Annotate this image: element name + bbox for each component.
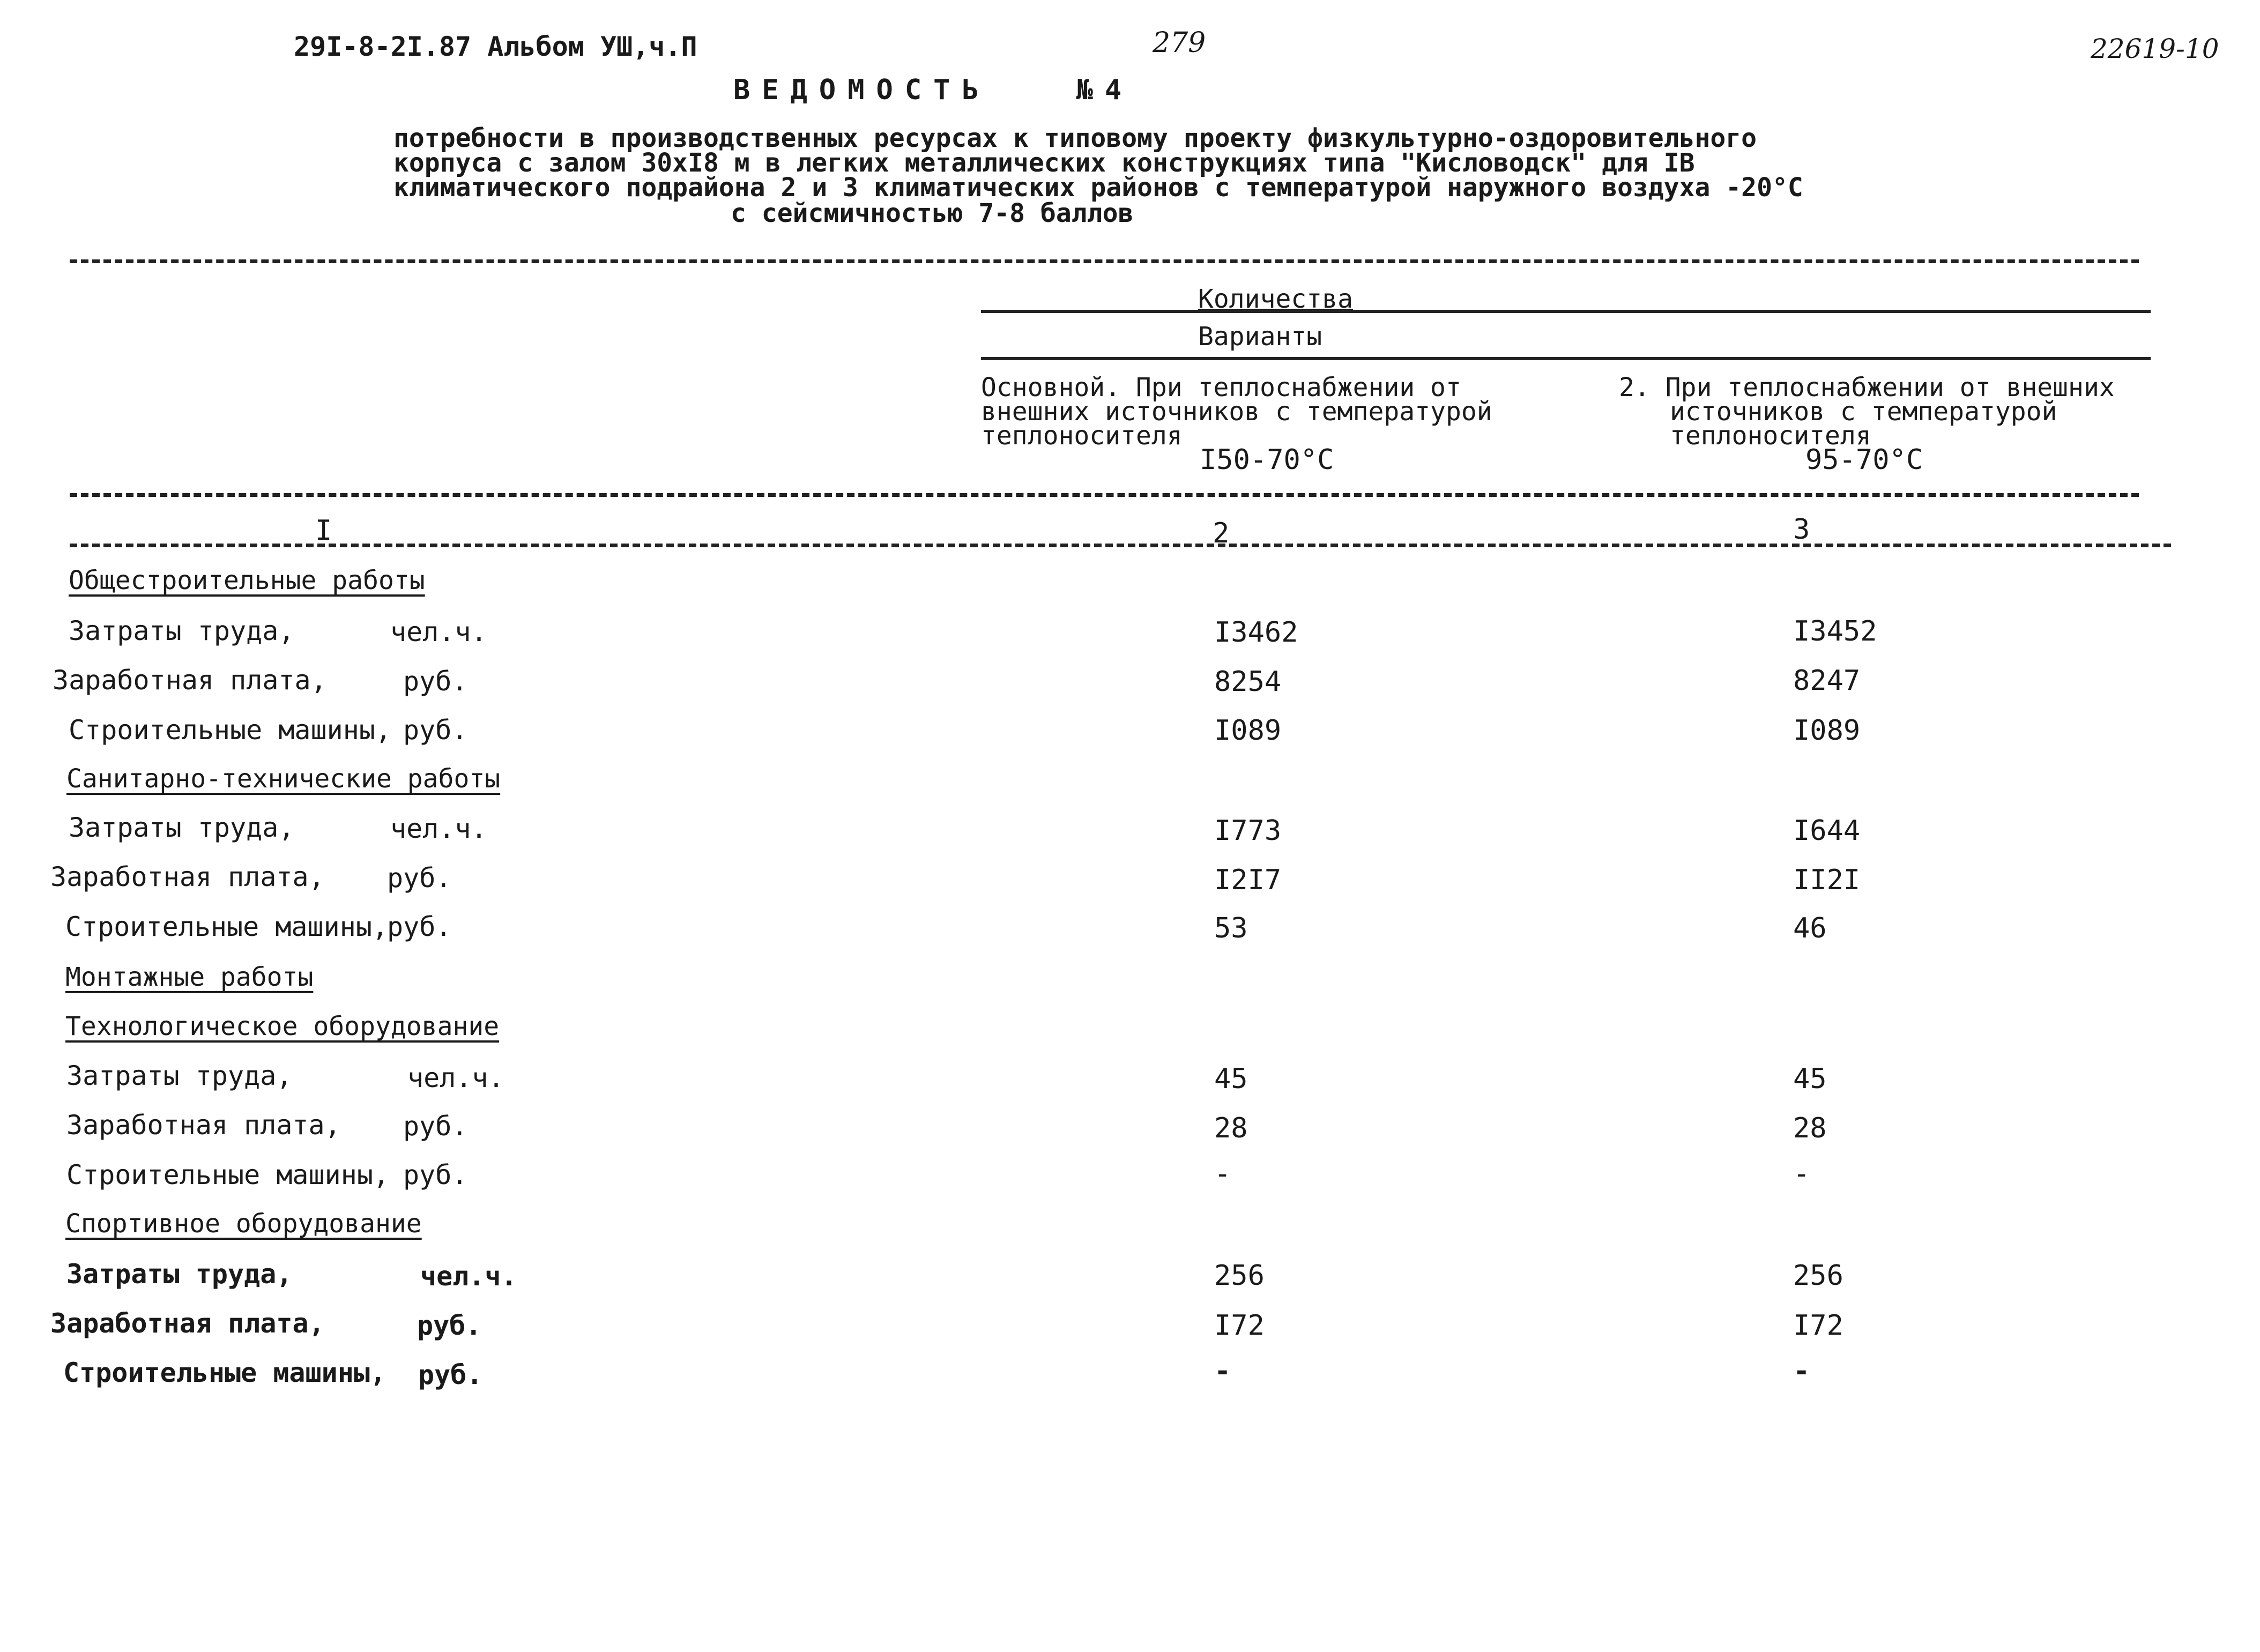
row-value-variant-2: I644 xyxy=(1793,815,1861,847)
row-unit: чел.ч. xyxy=(420,1261,517,1292)
row-label: Затраты труда, xyxy=(69,615,295,646)
row-value-main: - xyxy=(1214,1355,1231,1387)
variant-2-line-1: 2. При теплоснабжении от внешних xyxy=(1619,373,2115,403)
document-reference: 29I-8-2I.87 Альбом УШ,ч.П xyxy=(294,31,697,62)
section-title-tech-equipment: Технологическое оборудование xyxy=(65,1011,500,1041)
variant-main-temperature: I50-70°С xyxy=(1200,444,1334,476)
row-unit: чел.ч. xyxy=(390,813,487,844)
row-unit: руб. xyxy=(403,666,468,697)
subtitle-line-4: с сейсмичностью 7-8 баллов xyxy=(731,198,1134,228)
row-label: Затраты труда, xyxy=(69,812,295,843)
row-value-variant-2: 8247 xyxy=(1793,665,1861,697)
row-unit: чел.ч. xyxy=(407,1062,504,1093)
column-number-1: I xyxy=(315,515,332,547)
variant-2-temperature: 95-70°С xyxy=(1805,444,1923,476)
row-value-main: 8254 xyxy=(1214,666,1282,698)
row-unit: руб. xyxy=(403,1111,468,1142)
column-numbers-dashed-line xyxy=(70,544,2171,547)
row-value-main: 28 xyxy=(1214,1112,1248,1144)
row-value-main: I3462 xyxy=(1214,616,1298,649)
row-label: Затраты труда, xyxy=(66,1060,293,1091)
section-title-sport-equipment: Спортивное оборудование xyxy=(65,1209,422,1239)
variant-main-line-2: внешних источников с температурой xyxy=(981,397,1492,427)
quantities-rule xyxy=(981,310,2151,313)
row-value-main: 53 xyxy=(1214,912,1248,944)
variants-heading: Варианты xyxy=(1198,322,1322,352)
row-value-main: I773 xyxy=(1214,815,1282,847)
row-label: Заработная плата, xyxy=(53,665,327,696)
row-unit: руб. xyxy=(417,1310,482,1341)
row-value-variant-2: - xyxy=(1793,1158,1810,1190)
row-value-variant-2: 46 xyxy=(1793,912,1827,944)
archive-number: 22619-10 xyxy=(2091,33,2219,64)
variant-2-line-2: источников с температурой xyxy=(1670,397,2057,427)
subtitle-line-3: климатического подрайона 2 и 3 климатических районов с температурой наружного воздуха -20°С xyxy=(393,173,1803,203)
section-title-general: Общестроительные работы xyxy=(69,565,425,596)
variants-rule xyxy=(981,357,2151,360)
row-unit: руб. xyxy=(403,1159,468,1190)
variant-2-line-3: теплоносителя xyxy=(1670,421,1871,451)
row-label: Заработная плата, xyxy=(50,861,325,892)
row-value-variant-2: II2I xyxy=(1793,864,1861,896)
row-unit: руб. xyxy=(418,1359,483,1390)
row-value-main: I2I7 xyxy=(1214,864,1282,896)
section-title-mounting: Монтажные работы xyxy=(65,962,314,992)
row-value-variant-2: - xyxy=(1793,1355,1810,1387)
variant-main-line-1: Основной. При теплоснабжении от xyxy=(981,373,1461,403)
row-value-main: 45 xyxy=(1214,1063,1248,1095)
header-bottom-dashed-line xyxy=(70,493,2139,497)
row-label: Строительные машины, xyxy=(65,911,389,942)
row-label: Строительные машины, xyxy=(69,715,392,746)
subtitle-line-2: корпуса с залом 30хI8 м в легких металлических конструкциях типа "Кисловодск" для IВ xyxy=(393,148,1695,178)
row-label: Строительные машины, xyxy=(63,1357,386,1388)
row-value-main: I089 xyxy=(1214,715,1282,747)
header-top-dashed-line xyxy=(70,259,2139,263)
row-label: Заработная плата, xyxy=(50,1308,325,1339)
row-label: Затраты труда, xyxy=(66,1259,293,1290)
row-unit: чел.ч. xyxy=(390,616,487,648)
row-value-main: - xyxy=(1214,1158,1231,1190)
row-unit: руб. xyxy=(403,715,468,746)
row-label: Заработная плата, xyxy=(66,1110,341,1141)
row-value-variant-2: I72 xyxy=(1793,1309,1843,1342)
row-value-main: 256 xyxy=(1214,1260,1265,1292)
variant-main-line-3: теплоносителя xyxy=(981,421,1183,451)
row-unit: руб. xyxy=(387,862,452,894)
row-label: Строительные машины, xyxy=(66,1159,390,1190)
row-value-main: I72 xyxy=(1214,1309,1265,1342)
row-value-variant-2: 28 xyxy=(1793,1112,1827,1144)
quantities-heading: Количества xyxy=(1198,284,1353,314)
row-unit: руб. xyxy=(387,911,452,942)
page-number: 279 xyxy=(1153,27,1206,59)
section-title-sanitary: Санитарно-технические работы xyxy=(66,764,501,794)
row-value-variant-2: 45 xyxy=(1793,1063,1827,1095)
document-title: ВЕДОМОСТЬ №4 xyxy=(733,74,1134,106)
column-number-2: 2 xyxy=(1213,517,1230,549)
row-value-variant-2: I3452 xyxy=(1793,615,1877,648)
subtitle-line-1: потребности в производственных ресурсах к типовому проекту физкультурно-оздоровительного xyxy=(393,123,1757,153)
column-number-3: 3 xyxy=(1793,514,1810,546)
row-value-variant-2: 256 xyxy=(1793,1260,1843,1292)
row-value-variant-2: I089 xyxy=(1793,715,1861,747)
